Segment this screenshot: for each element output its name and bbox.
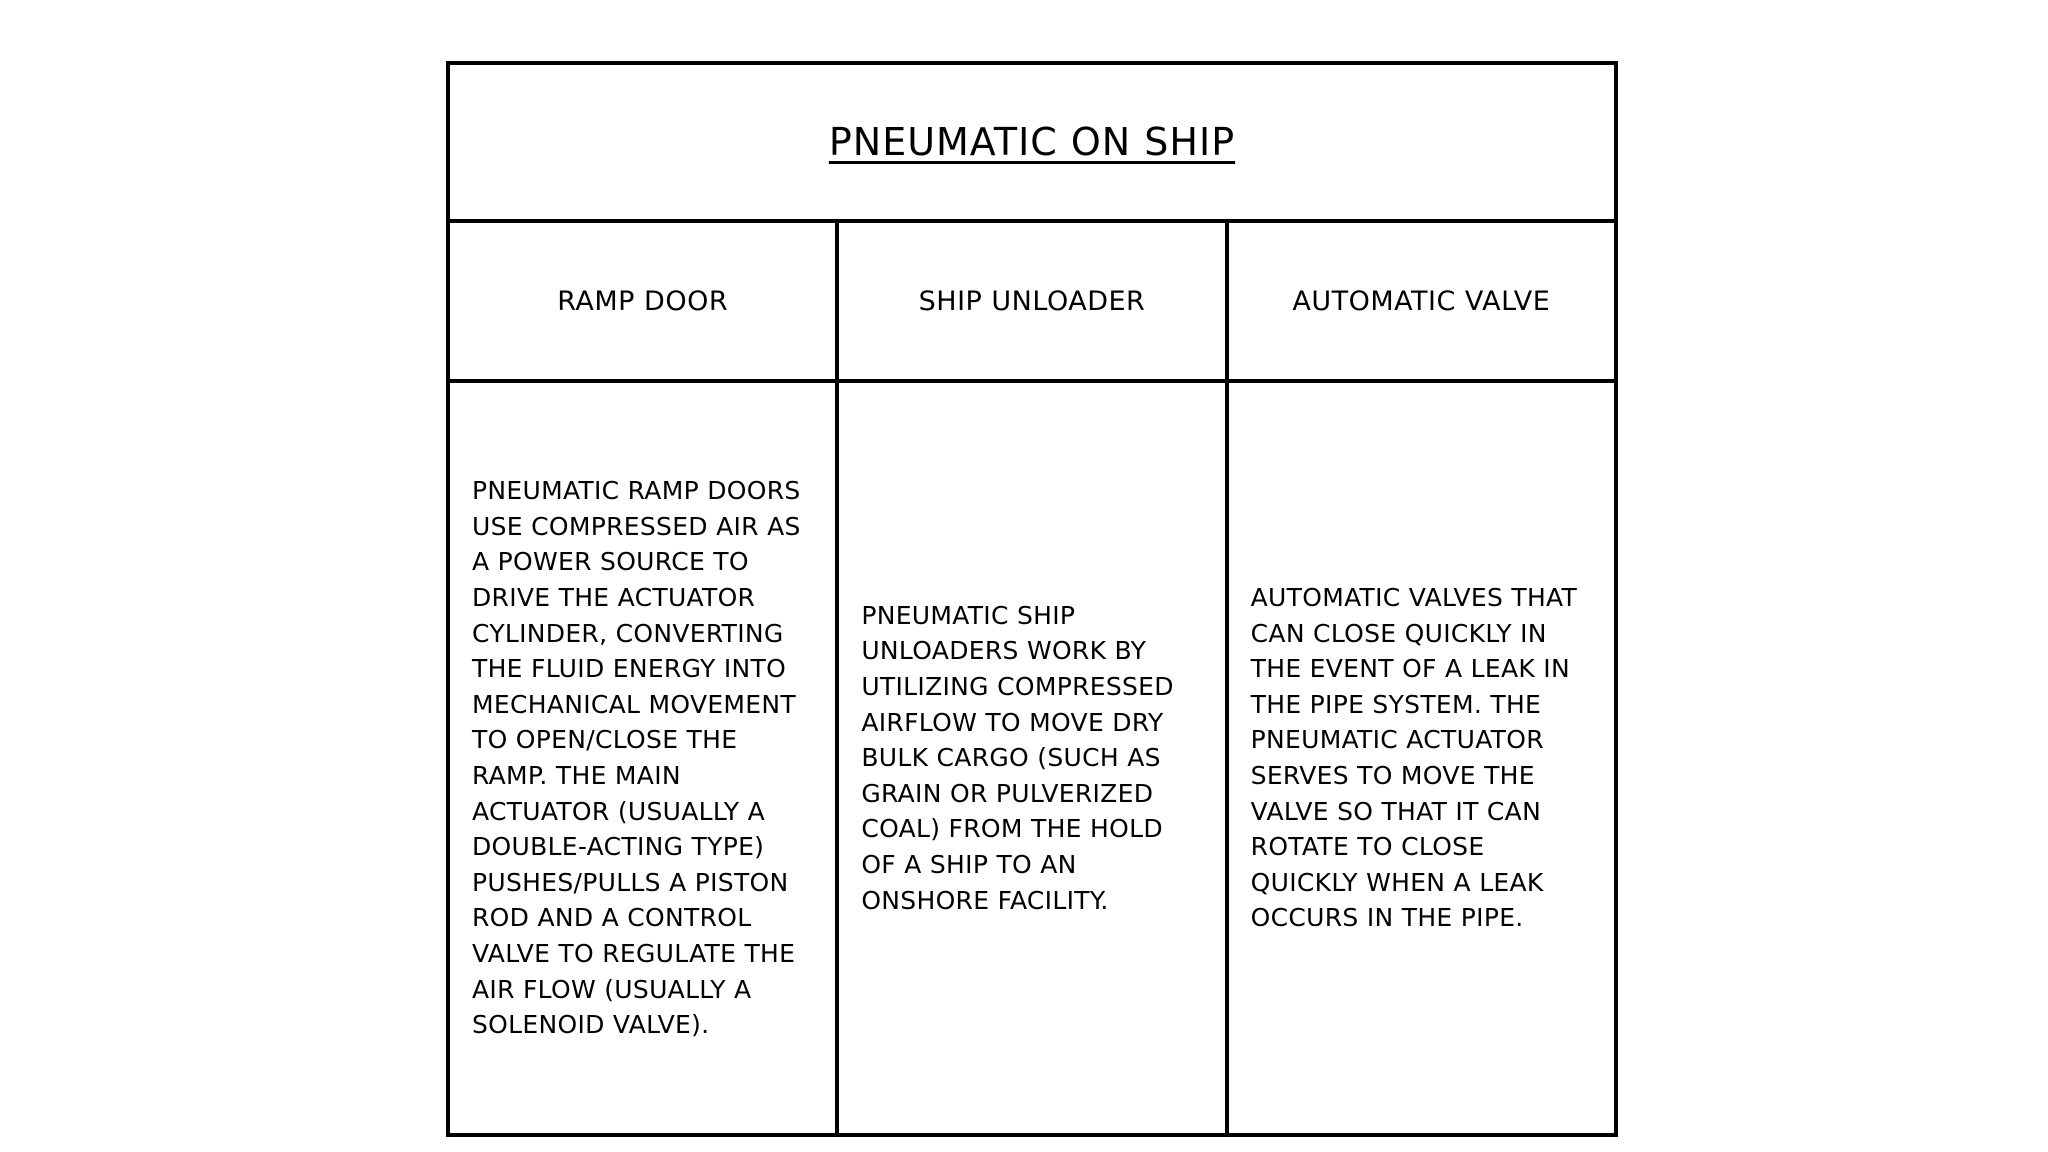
automatic-valve-description: AUTOMATIC VALVES THAT CAN CLOSE QUICKLY IN THE EVENT OF A LEAK IN THE PIPE SYSTEM. THE PNEUMATIC ACTUATOR SERVES TO MOVE THE VALVE SO THAT IT CAN ROTATE TO CLOSE QUICKLY WHEN A LEAK OCCURS IN THE PIPE. bbox=[1250, 583, 1578, 933]
header-ship-unloader: SHIP UNLOADER bbox=[835, 223, 1224, 379]
cell-automatic-valve bbox=[1225, 383, 1614, 1133]
cell-ship-unloader bbox=[835, 383, 1224, 1133]
ramp-door-description: PNEUMATIC RAMP DOORS USE COMPRESSED AIR AS A POWER SOURCE TO DRIVE THE ACTUATOR CYLINDER, CONVERTING THE FLUID ENERGY INTO MECHANICAL MOVEMENT TO OPEN/CLOSE THE RAMP. THE MAIN ACTUATOR (USUALLY A DOUBLE-ACTING TYPE) PUSHES/PULLS A PISTON ROD AND A CONTROL VALVE TO REGULATE THE AIR FLOW (USUALLY A SOLENOID VALVE). bbox=[472, 476, 801, 1040]
header-ramp-door: RAMP DOOR bbox=[557, 285, 729, 317]
header-automatic-valve: AUTOMATIC VALVE bbox=[1225, 223, 1614, 379]
pneumatic-table bbox=[446, 61, 1618, 1137]
title-row bbox=[450, 65, 1614, 223]
ship-unloader-description: PNEUMATIC SHIP UNLOADERS WORK BY UTILIZING COMPRESSED AIRFLOW TO MOVE DRY BULK CARGO (SUCH AS GRAIN OR PULVERIZED COAL) FROM THE HOLD OF A SHIP TO AN ONSHORE FACILITY. bbox=[861, 600, 1174, 915]
cell-ramp-door bbox=[450, 383, 835, 1133]
body-row bbox=[450, 383, 1614, 1133]
header-row bbox=[450, 223, 1614, 383]
table-title: PNEUMATIC ON SHIP bbox=[828, 120, 1236, 164]
